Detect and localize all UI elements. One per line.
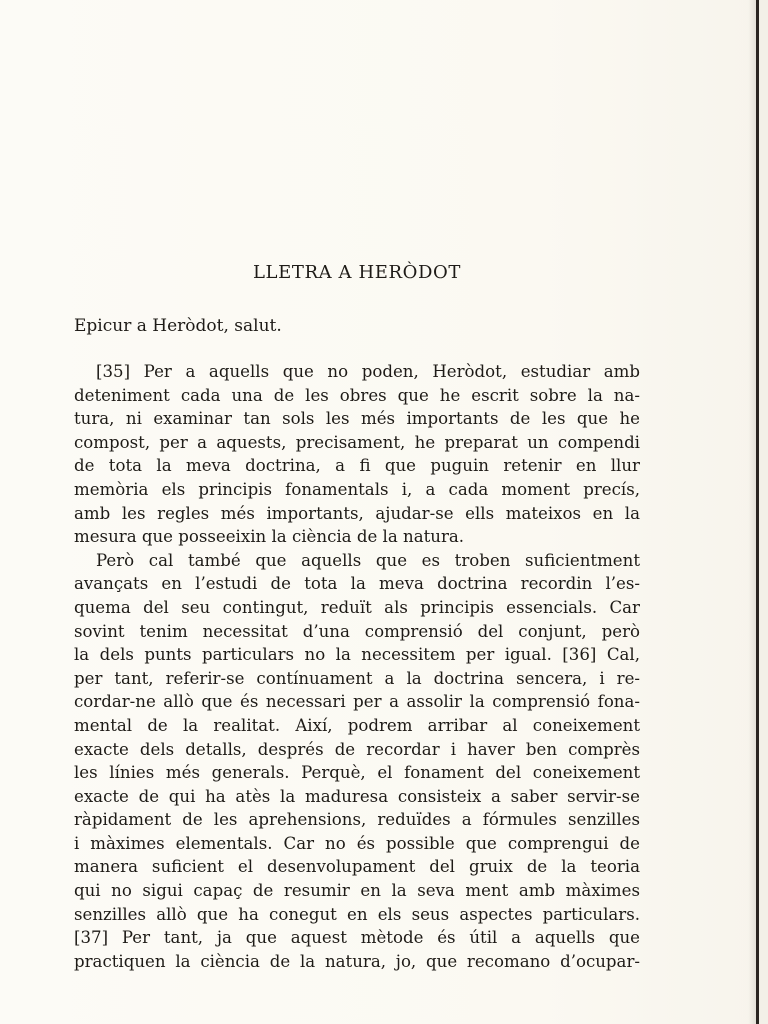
text-line: senzilles allò que ha conegut en els seus aspectes particulars.	[74, 904, 640, 924]
text-line: exacte de qui ha atès la maduresa consisteix a saber servir-se	[74, 786, 640, 806]
text-line: manera suficient el desenvolupament del gruix de la teoria	[74, 857, 640, 877]
text-line: mental de la realitat. Així, podrem arribar al coneixement	[74, 715, 640, 735]
text-line: cordar-ne allò que és necessari per a assolir la comprensió fona-	[74, 692, 640, 712]
text-line: qui no sigui capaç de resumir en la seva ment amb màximes	[74, 881, 640, 901]
text-line: [37] Per tant, ja que aquest mètode és útil a aquells que	[74, 928, 640, 948]
text-line: avançats en l’estudi de tota la meva doctrina recordin l’es-	[74, 574, 640, 594]
text-line: sovint tenim necessitat d’una comprensió del conjunt, però	[74, 621, 640, 641]
text-line: tura, ni examinar tan sols les més importants de les que he	[74, 409, 640, 429]
text-line: la dels punts particulars no la necessitem per igual. [36] Cal,	[74, 645, 640, 665]
text-line: i màximes elementals. Car no és possible que comprengui de	[74, 833, 640, 853]
body-text	[74, 360, 640, 973]
text-line: ràpidament de les aprehensions, reduïdes a fórmules senzilles	[74, 810, 640, 830]
text-line: memòria els principis fonamentals i, a cada moment precís,	[74, 479, 640, 499]
text-line: deteniment cada una de les obres que he escrit sobre la na-	[74, 385, 640, 405]
text-line: de tota la meva doctrina, a fi que puguin retenir en llur	[74, 456, 640, 476]
page-margin	[759, 0, 768, 1024]
salutation: Epicur a Heròdot, salut.	[74, 316, 282, 336]
text-line: exacte dels detalls, després de recordar i haver ben comprès	[74, 739, 640, 759]
text-line: per tant, referir-se contínuament a la doctrina sencera, i re-	[74, 668, 640, 688]
text-line: les línies més generals. Perquè, el fonament del coneixement	[74, 763, 640, 783]
text-line: compost, per a aquests, precisament, he preparat un compendi	[74, 432, 640, 452]
text-line: practiquen la ciència de la natura, jo, que recomano d’ocupar-	[74, 951, 640, 971]
text-line: quema del seu contingut, reduït als principis essencials. Car	[74, 597, 640, 617]
text-line: Però cal també que aquells que es troben suficientment	[96, 550, 640, 570]
text-line: [35] Per a aquells que no poden, Heròdot, estudiar amb	[96, 362, 640, 381]
page-gutter-shadow	[748, 0, 756, 1024]
text-line: mesura que posseeixin la ciència de la natura.	[74, 527, 465, 547]
chapter-title: LLETRA A HERÒDOT	[253, 262, 461, 283]
text-line: amb les regles més importants, ajudar-se ells mateixos en la	[74, 503, 640, 523]
